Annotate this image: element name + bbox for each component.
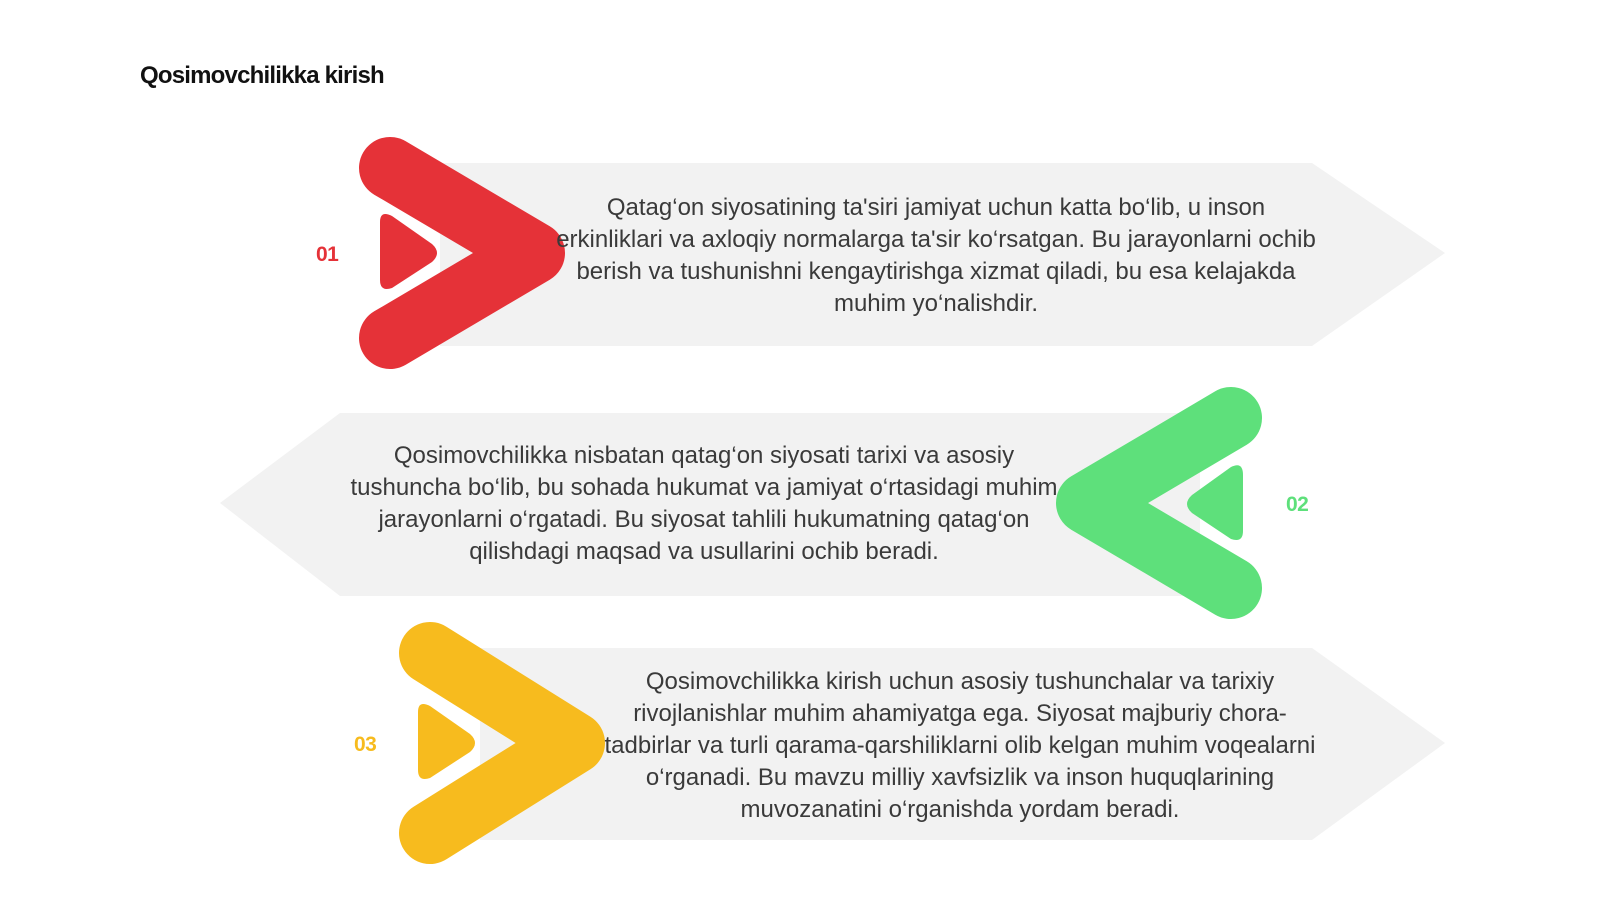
item-number: 03 [354, 733, 377, 756]
item-description: Qosimovchilikka kirish uchun asosiy tushunchalar va tarixiy rivojlanishlar muhim ahamiyatga ega. Siyosat majburiy chora-tadbirlar va turli qarama-qarshiliklarni olib kelgan muhim voqealarni o‘rganadi. Bu mavzu milliy xavfsizlik va inson huquqlarining muvozanatini o‘rganishda yordam beradi. [604, 668, 1316, 823]
item-number: 01 [316, 243, 339, 266]
item-description: Qatag‘on siyosatining ta'siri jamiyat uchun katta bo‘lib, u inson erkinliklari va axloqiy normalarga ta'sir ko‘rsatgan. Bu jarayonlarni ochib berish va tushunishni kengaytirishga xizmat qiladi, bu esa kelajakda muhim yo‘nalishdir. [556, 194, 1316, 317]
page-title: Qosimovchilikka kirish [140, 62, 384, 89]
item-number: 02 [1286, 493, 1309, 516]
item-description: Qosimovchilikka nisbatan qatag‘on siyosati tarixi va asosiy tushuncha bo‘lib, bu sohada hukumat va jamiyat o‘rtasidagi muhim jarayonlarni o‘rgatadi. Bu siyosat tahlili hukumatning qatag‘on qilishdagi maqsad va usullarini ochib beradi. [350, 442, 1058, 565]
play-triangle-icon [418, 704, 475, 779]
